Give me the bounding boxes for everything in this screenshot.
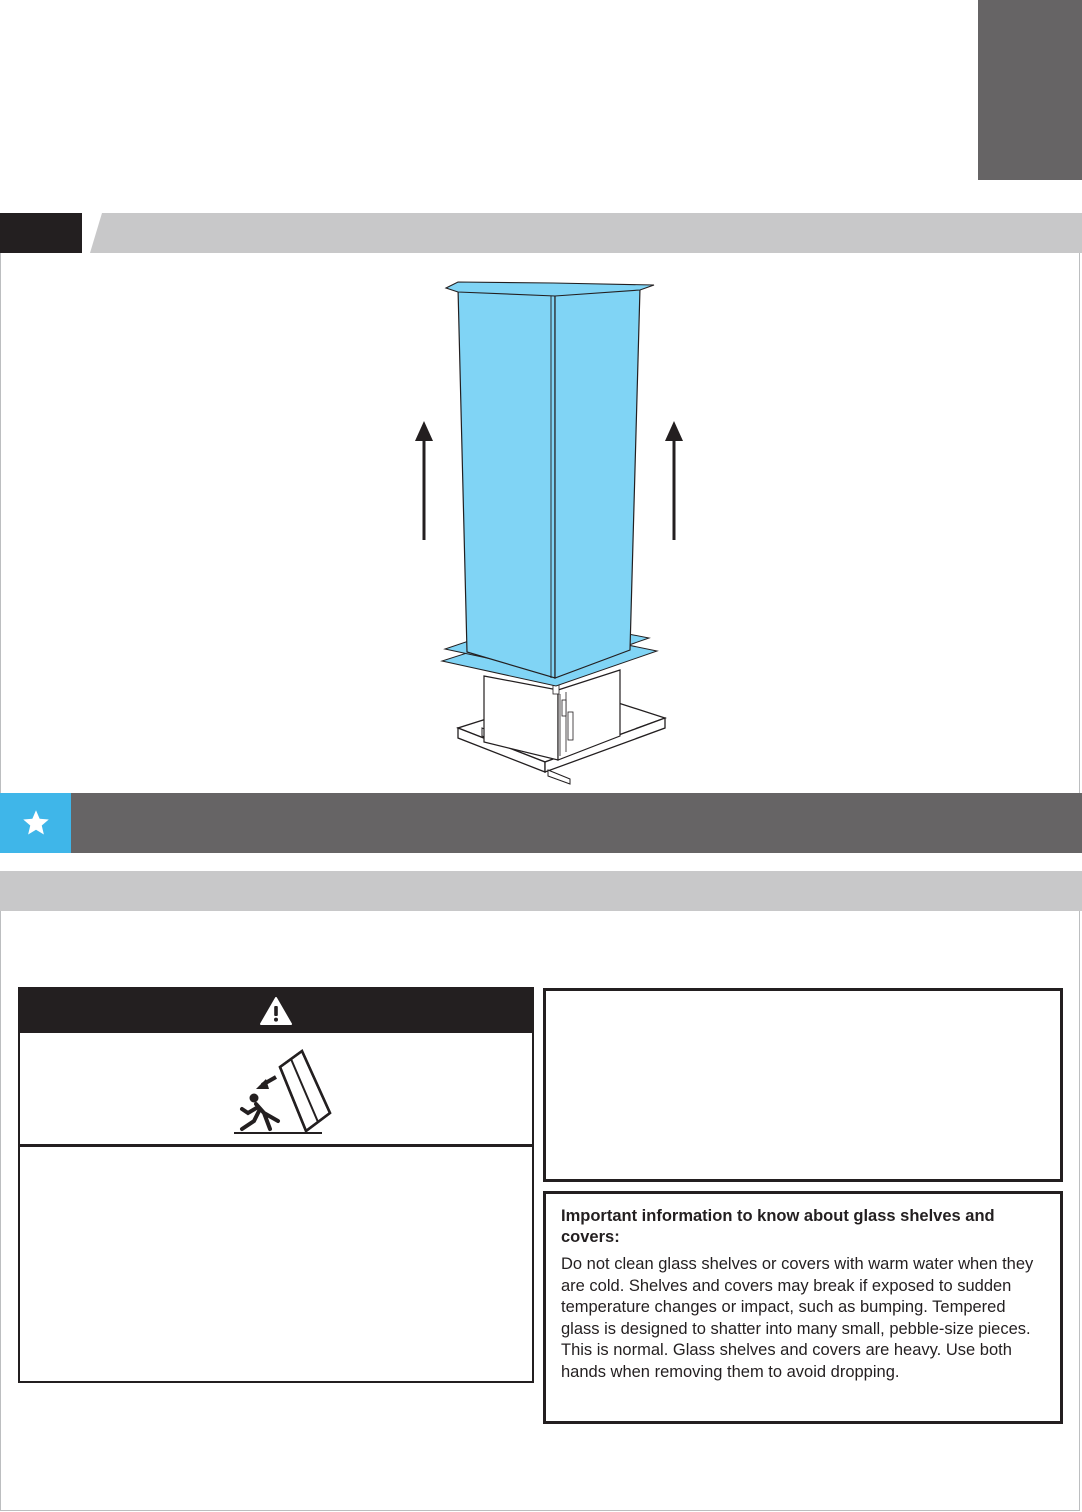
tip-over-hazard-icon	[234, 1047, 344, 1137]
tip-icon-box	[0, 793, 71, 853]
carton-removal-illustration	[380, 270, 720, 790]
warning-triangle-icon	[259, 996, 293, 1026]
warning-box	[18, 987, 534, 1383]
section-header-bar	[90, 213, 1082, 253]
glass-info-body: Do not clean glass shelves or covers with warm water when they are cold. Shelves and covers may break if exposed to sudden temperature changes or impact, such as bumping. Tempered glass is designed to shatter into many small, pebble-size pieces. This is normal. Glass shelves and covers are heavy. Use both hands when removing them to avoid dropping.	[561, 1255, 1034, 1381]
corner-tab	[978, 0, 1082, 180]
section-header-bar-2	[0, 871, 1082, 911]
warning-pictogram-area	[20, 1033, 532, 1147]
carton-sleeve	[446, 282, 654, 678]
glass-info-heading: Important information to know about glass shelves and covers:	[561, 1207, 995, 1246]
star-icon	[21, 808, 51, 838]
notice-box	[543, 988, 1063, 1182]
section-number-block	[0, 213, 82, 253]
tip-bar	[0, 793, 1082, 853]
up-arrow-icon	[665, 421, 683, 540]
up-arrow-icon	[415, 421, 433, 540]
warning-header	[20, 989, 532, 1033]
glass-info-box	[543, 1191, 1063, 1424]
